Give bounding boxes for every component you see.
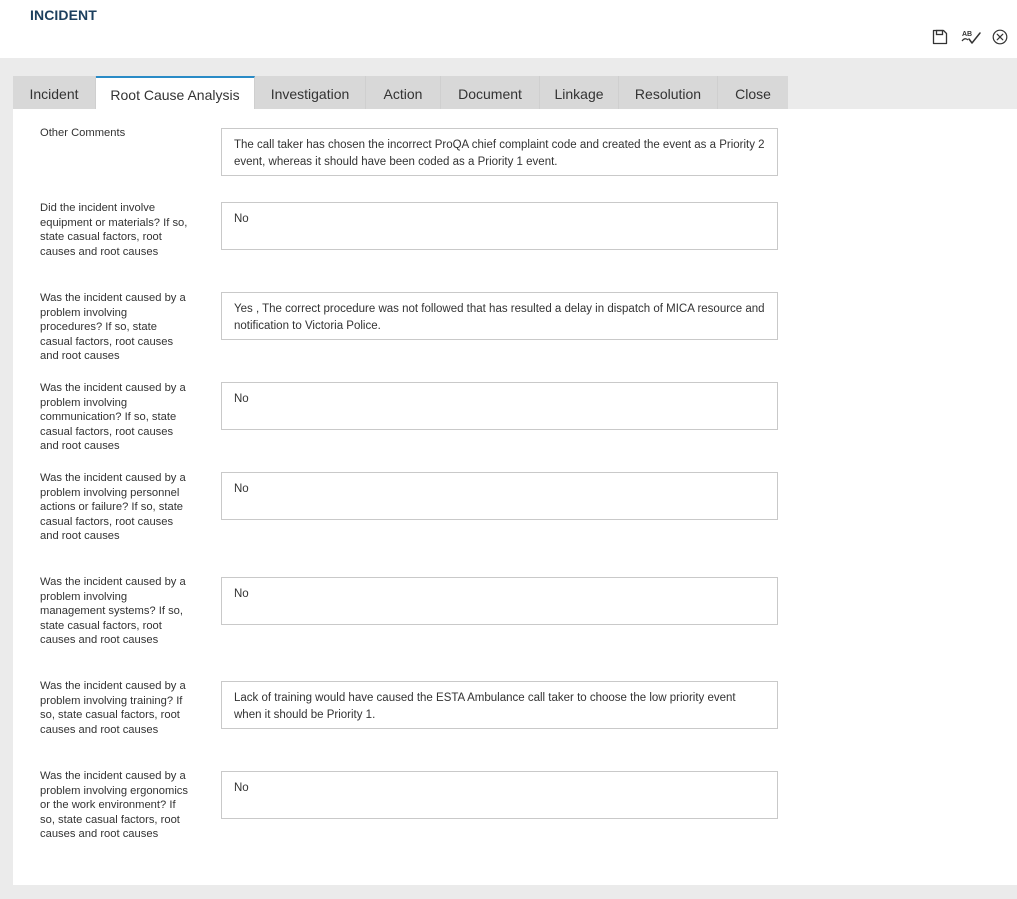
field-answer[interactable]: The call taker has chosen the incorrect ProQA chief complaint code and created the event as a Priority 2 event, whereas it should have been coded as a Priority 1 event.: [221, 128, 778, 176]
page-header: [0, 0, 1017, 58]
tab-resolution[interactable]: Resolution: [619, 76, 718, 109]
page-title: INCIDENT: [30, 7, 97, 23]
tab-document[interactable]: Document: [441, 76, 540, 109]
spellcheck-glyph: AB: [962, 31, 973, 38]
field-answer[interactable]: Lack of training would have caused the ESTA Ambulance call taker to choose the low priority event when it should be Priority 1.: [221, 681, 778, 729]
field-label: Was the incident caused by a problem involving procedures? If so, state casual factors, root causes and root causes: [40, 292, 186, 362]
tab-action[interactable]: Action: [366, 76, 441, 109]
tab-incident[interactable]: Incident: [13, 76, 96, 109]
tab-investigation[interactable]: Investigation: [255, 76, 366, 109]
field-label: Was the incident caused by a problem involving management systems? If so, state casual factors, root causes and root causes: [40, 576, 186, 646]
field-answer[interactable]: No: [221, 472, 778, 520]
tab-close[interactable]: Close: [718, 76, 788, 109]
field-label: Was the incident caused by a problem involving personnel actions or failure? If so, state casual factors, root causes and root causes: [40, 472, 186, 542]
field-label: Other Comments: [40, 127, 126, 139]
spellcheck-icon[interactable]: [960, 28, 980, 48]
field-label: Was the incident caused by a problem involving training? If so, state casual factors, root causes and root causes: [40, 680, 186, 736]
tab-bar: [13, 76, 788, 109]
field-answer[interactable]: No: [221, 577, 778, 625]
close-circle-icon[interactable]: [991, 28, 1011, 48]
tab-linkage[interactable]: Linkage: [540, 76, 619, 109]
field-label: Was the incident caused by a problem involving ergonomics or the work environment? If so, state casual factors, root causes and root causes: [40, 770, 188, 840]
toolbar: [928, 28, 1014, 48]
field-answer[interactable]: Yes , The correct procedure was not followed that has resulted a delay in dispatch of MICA resource and notification to Victoria Police.: [221, 292, 778, 340]
field-label: Was the incident caused by a problem involving communication? If so, state casual factors, root causes and root causes: [40, 382, 186, 452]
save-icon[interactable]: [931, 28, 951, 48]
tab-root-cause-analysis[interactable]: Root Cause Analysis: [96, 76, 255, 109]
field-answer[interactable]: No: [221, 382, 778, 430]
field-label: Did the incident involve equipment or materials? If so, state casual factors, root causes and root causes: [40, 202, 188, 258]
field-answer[interactable]: No: [221, 771, 778, 819]
root-cause-form: [13, 109, 1017, 885]
field-answer[interactable]: No: [221, 202, 778, 250]
